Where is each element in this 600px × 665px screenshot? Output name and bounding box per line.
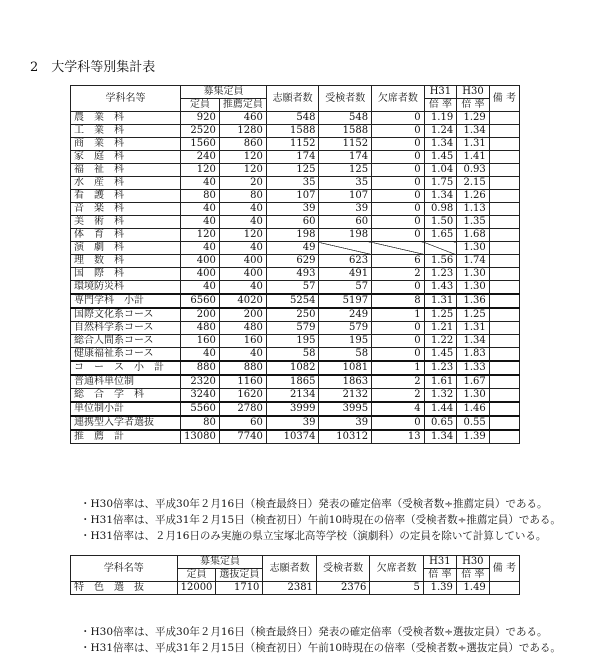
cell-h31: 1.21	[424, 322, 457, 335]
row-name: 総合人間系コース	[71, 335, 181, 348]
cell-h31: 1.25	[424, 308, 457, 322]
cell-teiin: 80	[181, 416, 220, 430]
cell-teiin: 120	[181, 164, 220, 177]
table-row	[71, 151, 520, 164]
cell-h30: 0.93	[457, 164, 490, 177]
cell-h30: 1.30	[457, 281, 490, 295]
cell-h30: 1.29	[457, 112, 490, 125]
cell-teiin: 240	[181, 151, 220, 164]
cell-h31: 1.44	[424, 402, 457, 416]
cell-teiin: 400	[181, 255, 220, 268]
row-name: コ ー ス 小 計	[71, 361, 181, 375]
note-line: ・H30倍率は、平成30年２月16日（検査最終日）発表の確定倍率（受検者数÷選抜定員）である。	[80, 626, 548, 638]
cell-suisen: 460	[219, 112, 266, 125]
table-row	[71, 177, 520, 190]
cell-h30: 0.55	[457, 416, 490, 430]
cell-biko	[489, 203, 519, 216]
header-h31: H31	[424, 86, 457, 99]
cell-h31: 1.22	[424, 335, 457, 348]
cell-h30: 1.49	[456, 582, 489, 595]
cell-h31: 1.31	[424, 294, 457, 308]
cell-teiin: 40	[181, 281, 220, 295]
cell-teiin: 920	[181, 112, 220, 125]
cell-suisen: 1160	[219, 375, 266, 389]
cell-h30: 1.34	[457, 335, 490, 348]
row-name: 看 護 科	[71, 190, 181, 203]
cell-kesseki: 0	[372, 151, 425, 164]
cell-h30: 1.35	[457, 216, 490, 229]
cell-shigan: 58	[266, 348, 319, 362]
cell-kesseki: 2	[372, 268, 425, 281]
cell-juken: 107	[319, 190, 372, 203]
cell-h31: 1.34	[424, 190, 457, 203]
cell-suisen: 1280	[219, 125, 266, 138]
cell-teiin: 120	[181, 229, 220, 242]
cell-h30: 1.25	[457, 308, 490, 322]
cell-suisen: 4020	[219, 294, 266, 308]
cell-h31: 1.61	[424, 375, 457, 389]
cell-biko	[489, 177, 519, 190]
table-row	[71, 281, 520, 295]
cell-kesseki: 0	[372, 416, 425, 430]
cell-shigan: 5254	[266, 294, 319, 308]
cell-h30: 1.31	[457, 322, 490, 335]
cell-shigan: 1588	[266, 125, 319, 138]
table-row	[71, 416, 520, 430]
cell-kesseki: 0	[372, 322, 425, 335]
row-name: 体 育 科	[71, 229, 181, 242]
cell-kesseki: 0	[372, 138, 425, 151]
cell-kesseki: 0	[372, 177, 425, 190]
cell-suisen: 160	[219, 335, 266, 348]
cell-biko	[489, 389, 519, 403]
cell-h30: 1.33	[457, 361, 490, 375]
cell-biko	[489, 229, 519, 242]
cell-teiin: 12000	[177, 582, 216, 595]
cell-h30: 1.31	[457, 138, 490, 151]
row-name: 推 薦 計	[71, 430, 181, 444]
table-row	[71, 335, 520, 348]
cell-juken: 249	[319, 308, 372, 322]
cell-kesseki: 13	[372, 430, 425, 444]
cell-kesseki: 0	[372, 203, 425, 216]
header-boshu: 募集定員	[181, 86, 267, 99]
cell-h30: 1.67	[457, 375, 490, 389]
row-name: 特 色 選 抜	[71, 582, 178, 595]
cell-h30: 1.13	[457, 203, 490, 216]
cell-kesseki: 1	[372, 308, 425, 322]
cell-shigan: 198	[266, 229, 319, 242]
cell-teiin: 400	[181, 268, 220, 281]
cell-kesseki: 0	[372, 229, 425, 242]
cell-teiin: 80	[181, 190, 220, 203]
cell-shigan: 195	[266, 335, 319, 348]
header-teiin: 定員	[181, 99, 220, 112]
cell-suisen: 480	[219, 322, 266, 335]
cell-h30: 1.74	[457, 255, 490, 268]
cell-biko	[489, 255, 519, 268]
cell-juken: 5197	[319, 294, 372, 308]
cell-suisen: 20	[219, 177, 266, 190]
header-biko: 備 考	[489, 86, 519, 112]
cell-juken: 548	[319, 112, 372, 125]
cell-biko	[489, 375, 519, 389]
header-kesseki: 欠席者数	[372, 86, 425, 112]
cell-kesseki: 0	[372, 348, 425, 362]
row-name: 美 術 科	[71, 216, 181, 229]
cell-h31: 1.50	[424, 216, 457, 229]
row-name: 福 祉 科	[71, 164, 181, 177]
cell-shigan: 107	[266, 190, 319, 203]
cell-suisen: 2780	[219, 402, 266, 416]
cell-suisen: 80	[219, 190, 266, 203]
cell-h31: 0.65	[424, 416, 457, 430]
header-subject: 学科名等	[71, 556, 178, 582]
cell-h30: 1.68	[457, 229, 490, 242]
row-name: 自然科学系コース	[71, 322, 181, 335]
cell-shigan: 1865	[266, 375, 319, 389]
notes-table2	[80, 624, 561, 656]
cell-biko	[489, 125, 519, 138]
note-line: ・H30倍率は、平成30年２月16日（検査最終日）発表の確定倍率（受検者数÷推薦定員）である。	[80, 498, 548, 510]
row-name: 国際文化系コース	[71, 308, 181, 322]
cell-teiin: 3240	[181, 389, 220, 403]
cell-shigan: 49	[266, 242, 319, 255]
cell-biko	[489, 190, 519, 203]
cell-shigan: 2381	[263, 582, 317, 595]
cell-juken: 1152	[319, 138, 372, 151]
cell-juken: 1588	[319, 125, 372, 138]
row-name: 総 合 学 科	[71, 389, 181, 403]
cell-shigan: 579	[266, 322, 319, 335]
cell-teiin: 2320	[181, 375, 220, 389]
cell-teiin: 2520	[181, 125, 220, 138]
table-row	[71, 402, 520, 416]
cell-shigan: 60	[266, 216, 319, 229]
cell-juken: 2132	[319, 389, 372, 403]
table-row	[71, 268, 520, 281]
cell-suisen: 120	[219, 151, 266, 164]
cell-kesseki: 0	[372, 112, 425, 125]
cell-suisen: 60	[219, 416, 266, 430]
cell-h30: 1.36	[457, 294, 490, 308]
table-row	[71, 375, 520, 389]
cell-juken: 1081	[319, 361, 372, 375]
cell-suisen: 120	[219, 229, 266, 242]
table-row	[71, 294, 520, 308]
header-shigan: 志願者数	[266, 86, 319, 112]
cell-h31: 1.43	[424, 281, 457, 295]
table-row	[71, 125, 520, 138]
cell-h31: 1.39	[423, 582, 456, 595]
cell-teiin: 880	[181, 361, 220, 375]
cell-biko	[489, 242, 519, 255]
header-senbatsu: 選抜定員	[216, 569, 263, 582]
header-h30: H30	[456, 556, 489, 569]
cell-h31: 1.45	[424, 348, 457, 362]
cell-juken: 3995	[319, 402, 372, 416]
cell-biko	[489, 112, 519, 125]
cell-shigan: 1082	[266, 361, 319, 375]
cell-shigan: 3999	[266, 402, 319, 416]
header-boshu: 募集定員	[177, 556, 263, 569]
table-row	[71, 308, 520, 322]
cell-h31: 1.65	[424, 229, 457, 242]
cell-suisen: 860	[219, 138, 266, 151]
cell-kesseki: 5	[370, 582, 424, 595]
cell-h31: 1.24	[424, 125, 457, 138]
row-name: 環境防災科	[71, 281, 181, 295]
cell-shigan: 125	[266, 164, 319, 177]
cell-kesseki: 0	[372, 164, 425, 177]
cell-teiin: 40	[181, 242, 220, 255]
cell-biko	[489, 416, 519, 430]
cell-biko	[489, 164, 519, 177]
row-name: 農 業 科	[71, 112, 181, 125]
cell-shigan: 629	[266, 255, 319, 268]
cell-h30: 1.26	[457, 190, 490, 203]
cell-juken: 623	[319, 255, 372, 268]
cell-shigan: 39	[266, 416, 319, 430]
cell-h30: 1.46	[457, 402, 490, 416]
header-shigan: 志願者数	[263, 556, 317, 582]
cell-teiin: 40	[181, 348, 220, 362]
cell-h31: 0.98	[424, 203, 457, 216]
cell-h30: 2.15	[457, 177, 490, 190]
cell-suisen: 400	[219, 268, 266, 281]
header-juken: 受検者数	[316, 556, 370, 582]
header-kesseki: 欠席者数	[370, 556, 424, 582]
cell-h31: 1.56	[424, 255, 457, 268]
table-row	[71, 216, 520, 229]
cell-h30: 1.30	[457, 242, 490, 255]
cell-kesseki: 8	[372, 294, 425, 308]
cell-h30: 1.39	[457, 430, 490, 444]
header-subject: 学科名等	[71, 86, 181, 112]
note-line: ・H31倍率は、平成31年２月15日（検査初日）午前10時現在の倍率（受検者数÷推薦定員）である。	[80, 514, 561, 526]
row-name: 国 際 科	[71, 268, 181, 281]
cell-suisen: 120	[219, 164, 266, 177]
cell-teiin: 5560	[181, 402, 220, 416]
header-suisen: 推薦定員	[219, 99, 266, 112]
table-row	[71, 229, 520, 242]
cell-h30: 1.41	[457, 151, 490, 164]
cell-suisen: 40	[219, 281, 266, 295]
cell-h31	[424, 242, 457, 255]
cell-juken: 60	[319, 216, 372, 229]
row-name: 工 業 科	[71, 125, 181, 138]
cell-teiin: 160	[181, 335, 220, 348]
cell-suisen: 40	[219, 203, 266, 216]
cell-juken: 1863	[319, 375, 372, 389]
cell-biko	[489, 138, 519, 151]
cell-shigan: 548	[266, 112, 319, 125]
cell-juken: 491	[319, 268, 372, 281]
cell-h30: 1.34	[457, 125, 490, 138]
cell-shigan: 493	[266, 268, 319, 281]
cell-h31: 1.19	[424, 112, 457, 125]
row-name: 連携型入学者選抜	[71, 416, 181, 430]
cell-juken: 39	[319, 416, 372, 430]
header-h30-bairitsu: 倍 率	[456, 569, 489, 582]
table-row	[71, 164, 520, 177]
cell-teiin: 200	[181, 308, 220, 322]
table-row	[71, 255, 520, 268]
cell-shigan: 57	[266, 281, 319, 295]
cell-biko	[489, 335, 519, 348]
row-name: 水 産 科	[71, 177, 181, 190]
table-row	[71, 361, 520, 375]
cell-suisen: 1620	[219, 389, 266, 403]
cell-suisen: 40	[219, 348, 266, 362]
cell-shigan: 2134	[266, 389, 319, 403]
cell-shigan: 250	[266, 308, 319, 322]
cell-biko	[489, 322, 519, 335]
cell-suisen: 400	[219, 255, 266, 268]
table-row	[71, 389, 520, 403]
cell-biko	[489, 151, 519, 164]
cell-kesseki: 0	[372, 335, 425, 348]
cell-juken: 39	[319, 203, 372, 216]
row-name: 健康福祉系コース	[71, 348, 181, 362]
table-row	[71, 112, 520, 125]
header-h31-bairitsu: 倍 率	[423, 569, 456, 582]
cell-kesseki: 1	[372, 361, 425, 375]
note-line: ・H31倍率は、平成31年２月15日（検査初日）午前10時現在の倍率（受検者数÷選抜定員）である。	[80, 642, 561, 654]
cell-h31: 1.34	[424, 430, 457, 444]
table-row	[71, 348, 520, 362]
header-h31-bairitsu: 倍 率	[424, 99, 457, 112]
cell-biko	[489, 216, 519, 229]
header-juken: 受検者数	[319, 86, 372, 112]
cell-h31: 1.75	[424, 177, 457, 190]
cell-h31: 1.34	[424, 138, 457, 151]
row-name: 商 業 科	[71, 138, 181, 151]
row-name: 理 数 科	[71, 255, 181, 268]
table-row	[71, 242, 520, 255]
header-h30: H30	[457, 86, 490, 99]
cell-kesseki: 0	[372, 125, 425, 138]
cell-h31: 1.23	[424, 268, 457, 281]
table-row	[71, 203, 520, 216]
cell-teiin: 40	[181, 216, 220, 229]
cell-biko	[489, 268, 519, 281]
cell-juken: 198	[319, 229, 372, 242]
table-row	[71, 138, 520, 151]
header-teiin: 定員	[177, 569, 216, 582]
cell-h30: 1.30	[457, 268, 490, 281]
cell-h30: 1.30	[457, 389, 490, 403]
cell-biko	[489, 402, 519, 416]
table-row	[71, 582, 520, 595]
row-name: 普通科単位制	[71, 375, 181, 389]
cell-juken: 58	[319, 348, 372, 362]
summary-table	[70, 85, 520, 444]
cell-biko	[489, 348, 519, 362]
cell-juken: 125	[319, 164, 372, 177]
cell-biko	[489, 308, 519, 322]
cell-juken: 35	[319, 177, 372, 190]
header-h31: H31	[423, 556, 456, 569]
cell-h31: 1.23	[424, 361, 457, 375]
cell-suisen: 880	[219, 361, 266, 375]
cell-h31: 1.04	[424, 164, 457, 177]
cell-kesseki: 4	[372, 402, 425, 416]
cell-kesseki: 2	[372, 375, 425, 389]
cell-biko	[489, 430, 519, 444]
cell-shigan: 174	[266, 151, 319, 164]
cell-teiin: 6560	[181, 294, 220, 308]
cell-juken: 174	[319, 151, 372, 164]
cell-juken: 2376	[316, 582, 370, 595]
cell-juken: 10312	[319, 430, 372, 444]
row-name: 単位制小計	[71, 402, 181, 416]
cell-shigan: 10374	[266, 430, 319, 444]
cell-juken: 579	[319, 322, 372, 335]
row-name: 専門学科 小計	[71, 294, 181, 308]
note-line: ・H31倍率は、２月16日のみ実施の県立宝塚北高等学校（演劇科）の定員を除いて計算している。	[80, 530, 547, 542]
cell-senbatsu: 1710	[216, 582, 263, 595]
cell-h30: 1.83	[457, 348, 490, 362]
header-biko: 備 考	[489, 556, 519, 582]
cell-h31: 1.45	[424, 151, 457, 164]
cell-kesseki: 0	[372, 216, 425, 229]
row-name: 家 庭 科	[71, 151, 181, 164]
cell-shigan: 1152	[266, 138, 319, 151]
cell-suisen: 40	[219, 242, 266, 255]
row-name: 音 楽 科	[71, 203, 181, 216]
cell-biko	[489, 361, 519, 375]
header-h30-bairitsu: 倍 率	[457, 99, 490, 112]
cell-teiin: 40	[181, 203, 220, 216]
cell-suisen: 200	[219, 308, 266, 322]
cell-kesseki: 2	[372, 389, 425, 403]
cell-shigan: 39	[266, 203, 319, 216]
cell-kesseki: 0	[372, 190, 425, 203]
cell-biko	[489, 281, 519, 295]
table-row	[71, 430, 520, 444]
cell-h31: 1.32	[424, 389, 457, 403]
cell-juken	[319, 242, 372, 255]
notes-table1	[80, 496, 561, 544]
table-row	[71, 190, 520, 203]
cell-kesseki	[372, 242, 425, 255]
cell-teiin: 13080	[181, 430, 220, 444]
row-name: 演 劇 科	[71, 242, 181, 255]
cell-biko	[489, 582, 519, 595]
cell-kesseki: 0	[372, 281, 425, 295]
cell-shigan: 35	[266, 177, 319, 190]
cell-suisen: 40	[219, 216, 266, 229]
cell-biko	[489, 294, 519, 308]
cell-teiin: 40	[181, 177, 220, 190]
tokushoku-table	[70, 555, 520, 595]
cell-juken: 57	[319, 281, 372, 295]
cell-kesseki: 6	[372, 255, 425, 268]
table-row	[71, 322, 520, 335]
page-title: 2 大学科等別集計表	[30, 60, 156, 75]
cell-teiin: 480	[181, 322, 220, 335]
cell-juken: 195	[319, 335, 372, 348]
cell-suisen: 7740	[219, 430, 266, 444]
cell-teiin: 1560	[181, 138, 220, 151]
